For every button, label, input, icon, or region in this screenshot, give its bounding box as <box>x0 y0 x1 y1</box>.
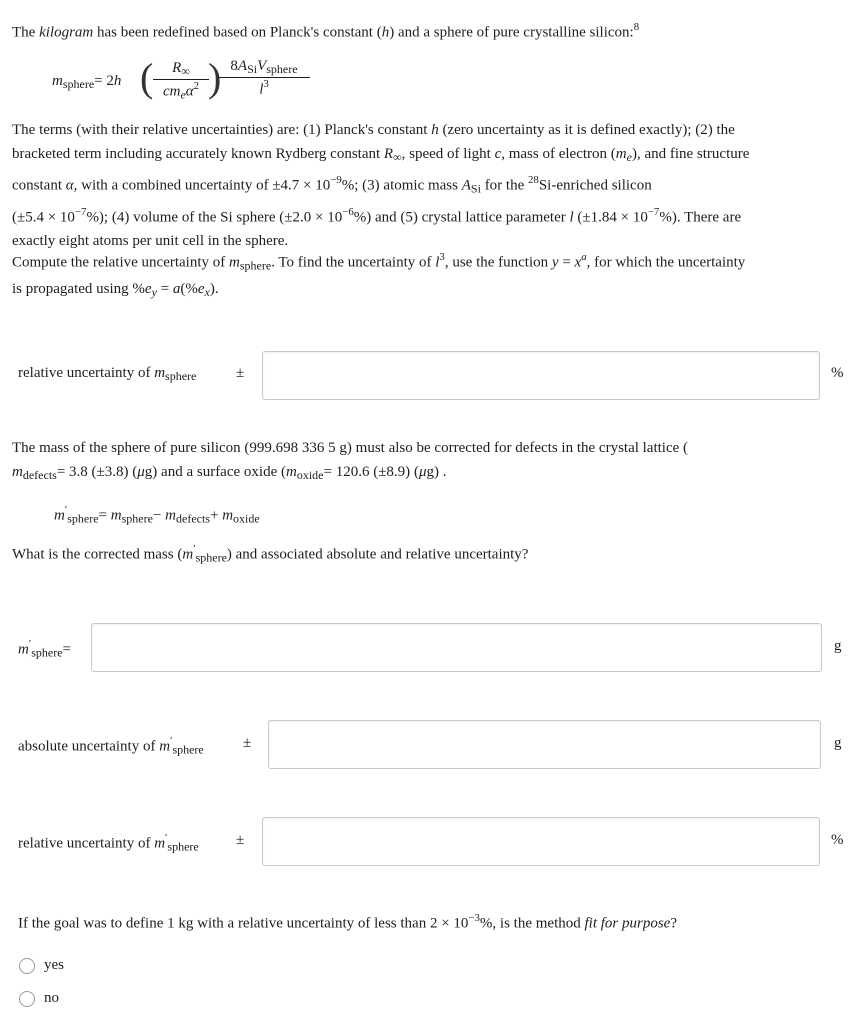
relative-uncertainty-m-sphere-input[interactable] <box>262 351 820 400</box>
gram-unit: g <box>834 735 842 751</box>
relative-uncertainty-corrected-label: relative uncertainty of $m'_{sphere}$ <box>18 832 199 854</box>
formula-corrected-mass: $m'_{sphere}= m_{sphere}- m_{defects}+ m_{oxide}$ <box>54 504 260 526</box>
corrected-mass-label: $m'_{sphere}=$ <box>18 638 72 660</box>
option-no-label: no <box>44 990 59 1006</box>
radio-no[interactable] <box>19 991 35 1007</box>
option-yes-label: yes <box>44 957 64 973</box>
plus-minus-symbol: ± <box>243 735 252 751</box>
option-no[interactable] <box>19 989 99 1011</box>
relative-uncertainty-corrected-input[interactable] <box>262 817 820 866</box>
plus-minus-symbol: ± <box>236 832 245 848</box>
footnote-marker: 8 <box>633 21 640 33</box>
terms-paragraph: The terms (with their relative uncertainties) are: (1) Planck's constant h (zero uncertainty as it is defined exactly); (2) the bracketed term including accurately known Rydberg constant $R_\infty$, speed of light c, mass of electron $(m_e)$, and fine structure constant α, with a combined uncertainty of $\pm 4.7 \times 10^{-9}\%$; (3) atomic mass $A_{Si}$ for the $^{28}$Si-enriched silicon $(\pm 5.4 \times 10^{-7}\%)$; (4) volume of the Si sphere $(\pm 2.0 \times 10^{-6}\%)$ and (5) crystal lattice parameter l $(\pm 1.84 \times 10^{-7}\%)$. There are exactly eight atoms per unit cell in the sphere. <box>12 122 750 249</box>
radio-yes[interactable] <box>19 958 35 974</box>
fraction-volume-term: $8A_{Si}V_{sphere}$ $l^3$ <box>218 58 310 98</box>
corrected-mass-input[interactable] <box>91 623 822 672</box>
gram-unit: g <box>834 638 842 654</box>
defects-paragraph: The mass of the sphere of pure silicon (999.698 336 5 g) must also be corrected for defects in the crystal lattice ( $m_{defects}= 3.8$ (±3.8) (μg) and a surface oxide ($m_{oxide}= 120.6$ (±8.9) (μg) . <box>12 440 689 482</box>
percent-unit: % <box>831 832 844 848</box>
intro-text: The kilogram has been redefined based on Planck's constant (h) and a sphere of pure crystalline silicon:$^8$ <box>12 21 640 41</box>
corrected-mass-question: What is the corrected mass $(m'_{sphere})$ and associated absolute and relative uncertainty? <box>12 543 529 565</box>
relative-uncertainty-m-sphere-label: relative uncertainty of $m_{sphere}$ <box>18 365 197 383</box>
absolute-uncertainty-input[interactable] <box>268 720 821 769</box>
fraction-bracketed-term: $R_\infty$ $cm_e\alpha^2$ <box>153 60 209 102</box>
percent-unit: % <box>831 365 844 381</box>
plus-minus-symbol: ± <box>236 365 245 381</box>
compute-instructions: Compute the relative uncertainty of $m_{sphere}$. To find the uncertainty of $l^3$, use the function $y = x^a$, for which the uncertainty is propagated using $\%e_y = a(\%e_x)$. <box>12 251 746 299</box>
option-yes[interactable] <box>19 956 99 978</box>
fit-for-purpose-question: If the goal was to define 1 kg with a relative uncertainty of less than $2 \times 10^{-3}\%$, is the method fit for purpose? <box>18 912 678 932</box>
absolute-uncertainty-label: absolute uncertainty of $m'_{sphere}$ <box>18 735 204 757</box>
